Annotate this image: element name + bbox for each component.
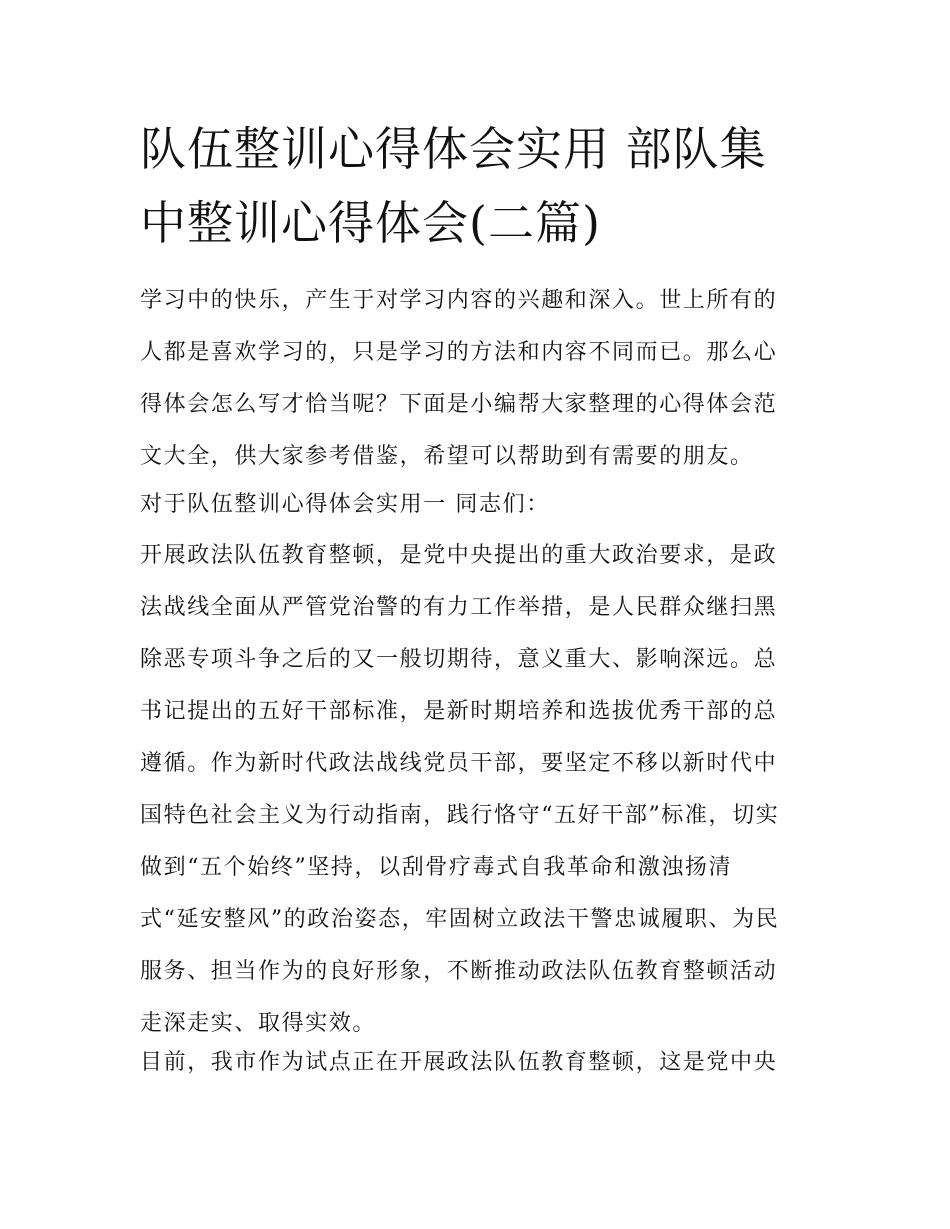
text-line: 目前，我市作为试点正在开展政法队伍教育整顿，这是党中央 xyxy=(140,1050,778,1075)
text-line: 学习中的快乐，产生于对学习内容的兴趣和深入。世上所有的 xyxy=(140,288,778,313)
title-line: 队伍整训心得体会实用 部队集 xyxy=(140,122,767,176)
text-line: 人都是喜欢学习的，只是学习的方法和内容不同而已。那么心 xyxy=(140,340,778,365)
text-line: 得体会怎么写才恰当呢？下面是小编帮大家整理的心得体会范 xyxy=(140,392,778,417)
intro-paragraph xyxy=(140,275,820,483)
text-line: 式“延安整风”的政治姿态，牢固树立政法干警忠诚履职、为民 xyxy=(140,907,780,932)
text-line: 国特色社会主义为行动指南，践行恪守“五好干部”标准，切实 xyxy=(140,803,780,828)
text-line: 遵循。作为新时代政法战线党员干部，要坚定不移以新时代中 xyxy=(140,751,778,776)
text-line: 法战线全面从严管党治警的有力工作举措，是人民群众继扫黑 xyxy=(140,595,778,620)
document-title xyxy=(140,112,820,260)
text-line: 开展政法队伍教育整顿，是党中央提出的重大政治要求，是政 xyxy=(140,543,778,568)
text-line: 走深走实、取得实效。 xyxy=(140,1011,377,1036)
text-line: 书记提出的五好干部标准，是新时期培养和选拔优秀干部的总 xyxy=(140,699,778,724)
text-line: 除恶专项斗争之后的又一般切期待，意义重大、影响深远。总 xyxy=(140,647,778,672)
text-line: 对于队伍整训心得体会实用一 同志们： xyxy=(140,492,550,517)
body-paragraph xyxy=(140,530,820,1050)
text-line: 做到“五个始终”坚持，以刮骨疗毒式自我革命和激浊扬清 xyxy=(140,855,733,880)
text-line: 文大全，供大家参考借鉴，希望可以帮助到有需要的朋友。 xyxy=(140,444,754,469)
section-heading-paragraph xyxy=(140,479,820,531)
text-line: 服务、担当作为的良好形象，不断推动政法队伍教育整顿活动 xyxy=(140,959,778,984)
body-paragraph xyxy=(140,1037,820,1089)
title-line: 中整训心得体会(二篇) xyxy=(140,196,601,250)
